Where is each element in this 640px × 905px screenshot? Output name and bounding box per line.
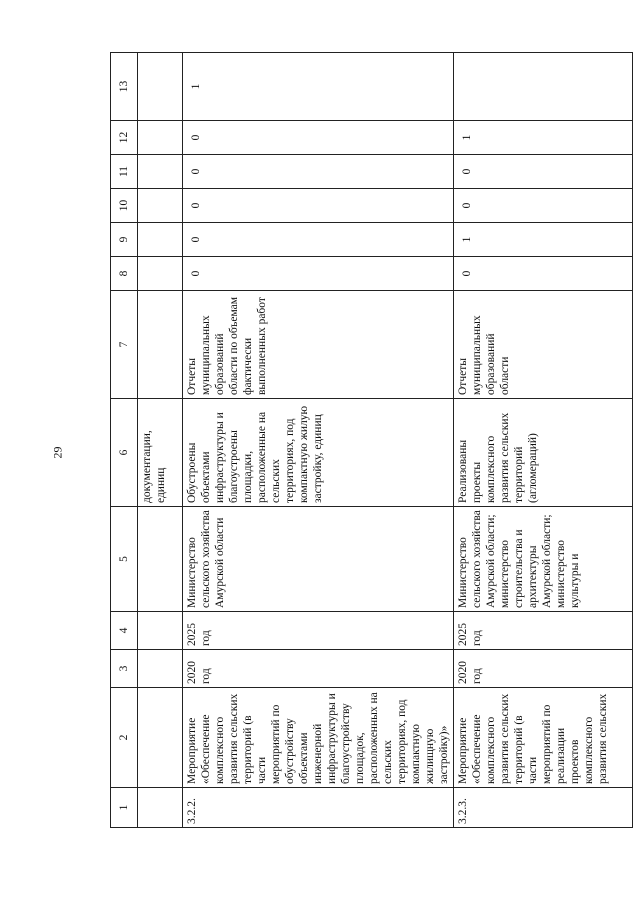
data-source: Отчеты муниципальных образований области по объемам фактически выполненных работ <box>183 291 454 399</box>
col-header-10: 10 <box>111 189 138 223</box>
value-col-10: 0 <box>454 189 633 223</box>
value-col-12: 1 <box>454 121 633 155</box>
value-col-11: 0 <box>183 155 454 189</box>
header-row <box>111 53 138 828</box>
start-year: 2020 год <box>183 650 454 688</box>
col-header-6: 6 <box>111 399 138 507</box>
value-col-8: 0 <box>454 257 633 291</box>
value-col-10: 0 <box>183 189 454 223</box>
value-col-13: 1 <box>183 53 454 121</box>
col-header-12: 12 <box>111 121 138 155</box>
activity-name: Мероприятие «Обеспечение комплексного развития сельских территорий (в части мероприятий по обустройству объектами инженерной инфраструктуры и благоустройству площадок, расположенных на сельских территориях, под компактную жилищную застройку)» <box>183 688 454 788</box>
value-col-8: 0 <box>183 257 454 291</box>
end-year: 2025 год <box>454 612 633 650</box>
col-header-8: 8 <box>111 257 138 291</box>
value-col-9: 1 <box>454 223 633 257</box>
col-header-9: 9 <box>111 223 138 257</box>
end-year: 2025 год <box>183 612 454 650</box>
indicator: Обустроены объектами инфраструктуры и благоустроены площадки, расположенные на сельских территориях, под компактную жилую застройку, единиц <box>183 399 454 507</box>
row-number: 3.2.3. <box>454 788 633 828</box>
col-header-2: 2 <box>111 688 138 788</box>
data-source: Отчеты муниципальных образований области <box>454 291 633 399</box>
program-activities-table <box>110 52 633 828</box>
page-number: 29 <box>50 446 65 459</box>
col-header-5: 5 <box>111 507 138 612</box>
col-header-13: 13 <box>111 53 138 121</box>
col-header-3: 3 <box>111 650 138 688</box>
indicator: Реализованы проекты комплексного развития сельских территорий (агломераций) <box>454 399 633 507</box>
activity-name: Мероприятие «Обеспечение комплексного развития сельских территорий (в части мероприятий по реализации проектов комплексного развития сельских <box>454 688 633 788</box>
col-header-4: 4 <box>111 612 138 650</box>
responsible-executor: Министерство сельского хозяйства Амурской области; министерство строительства и архитектуры Амурской области; министерство культуры и <box>454 507 633 612</box>
col-header-1: 1 <box>111 788 138 828</box>
start-year: 2020 год <box>454 650 633 688</box>
continuation-cell-6: документации, единиц <box>138 399 183 507</box>
rotated-table-container <box>110 53 610 828</box>
col-header-7: 7 <box>111 291 138 399</box>
value-col-9: 0 <box>183 223 454 257</box>
col-header-11: 11 <box>111 155 138 189</box>
continuation-row <box>138 53 183 828</box>
row-number: 3.2.2. <box>183 788 454 828</box>
table-row <box>454 53 633 828</box>
value-col-11: 0 <box>454 155 633 189</box>
value-col-13 <box>454 53 633 121</box>
responsible-executor: Министерство сельского хозяйства Амурской области <box>183 507 454 612</box>
value-col-12: 0 <box>183 121 454 155</box>
table-row <box>183 53 454 828</box>
